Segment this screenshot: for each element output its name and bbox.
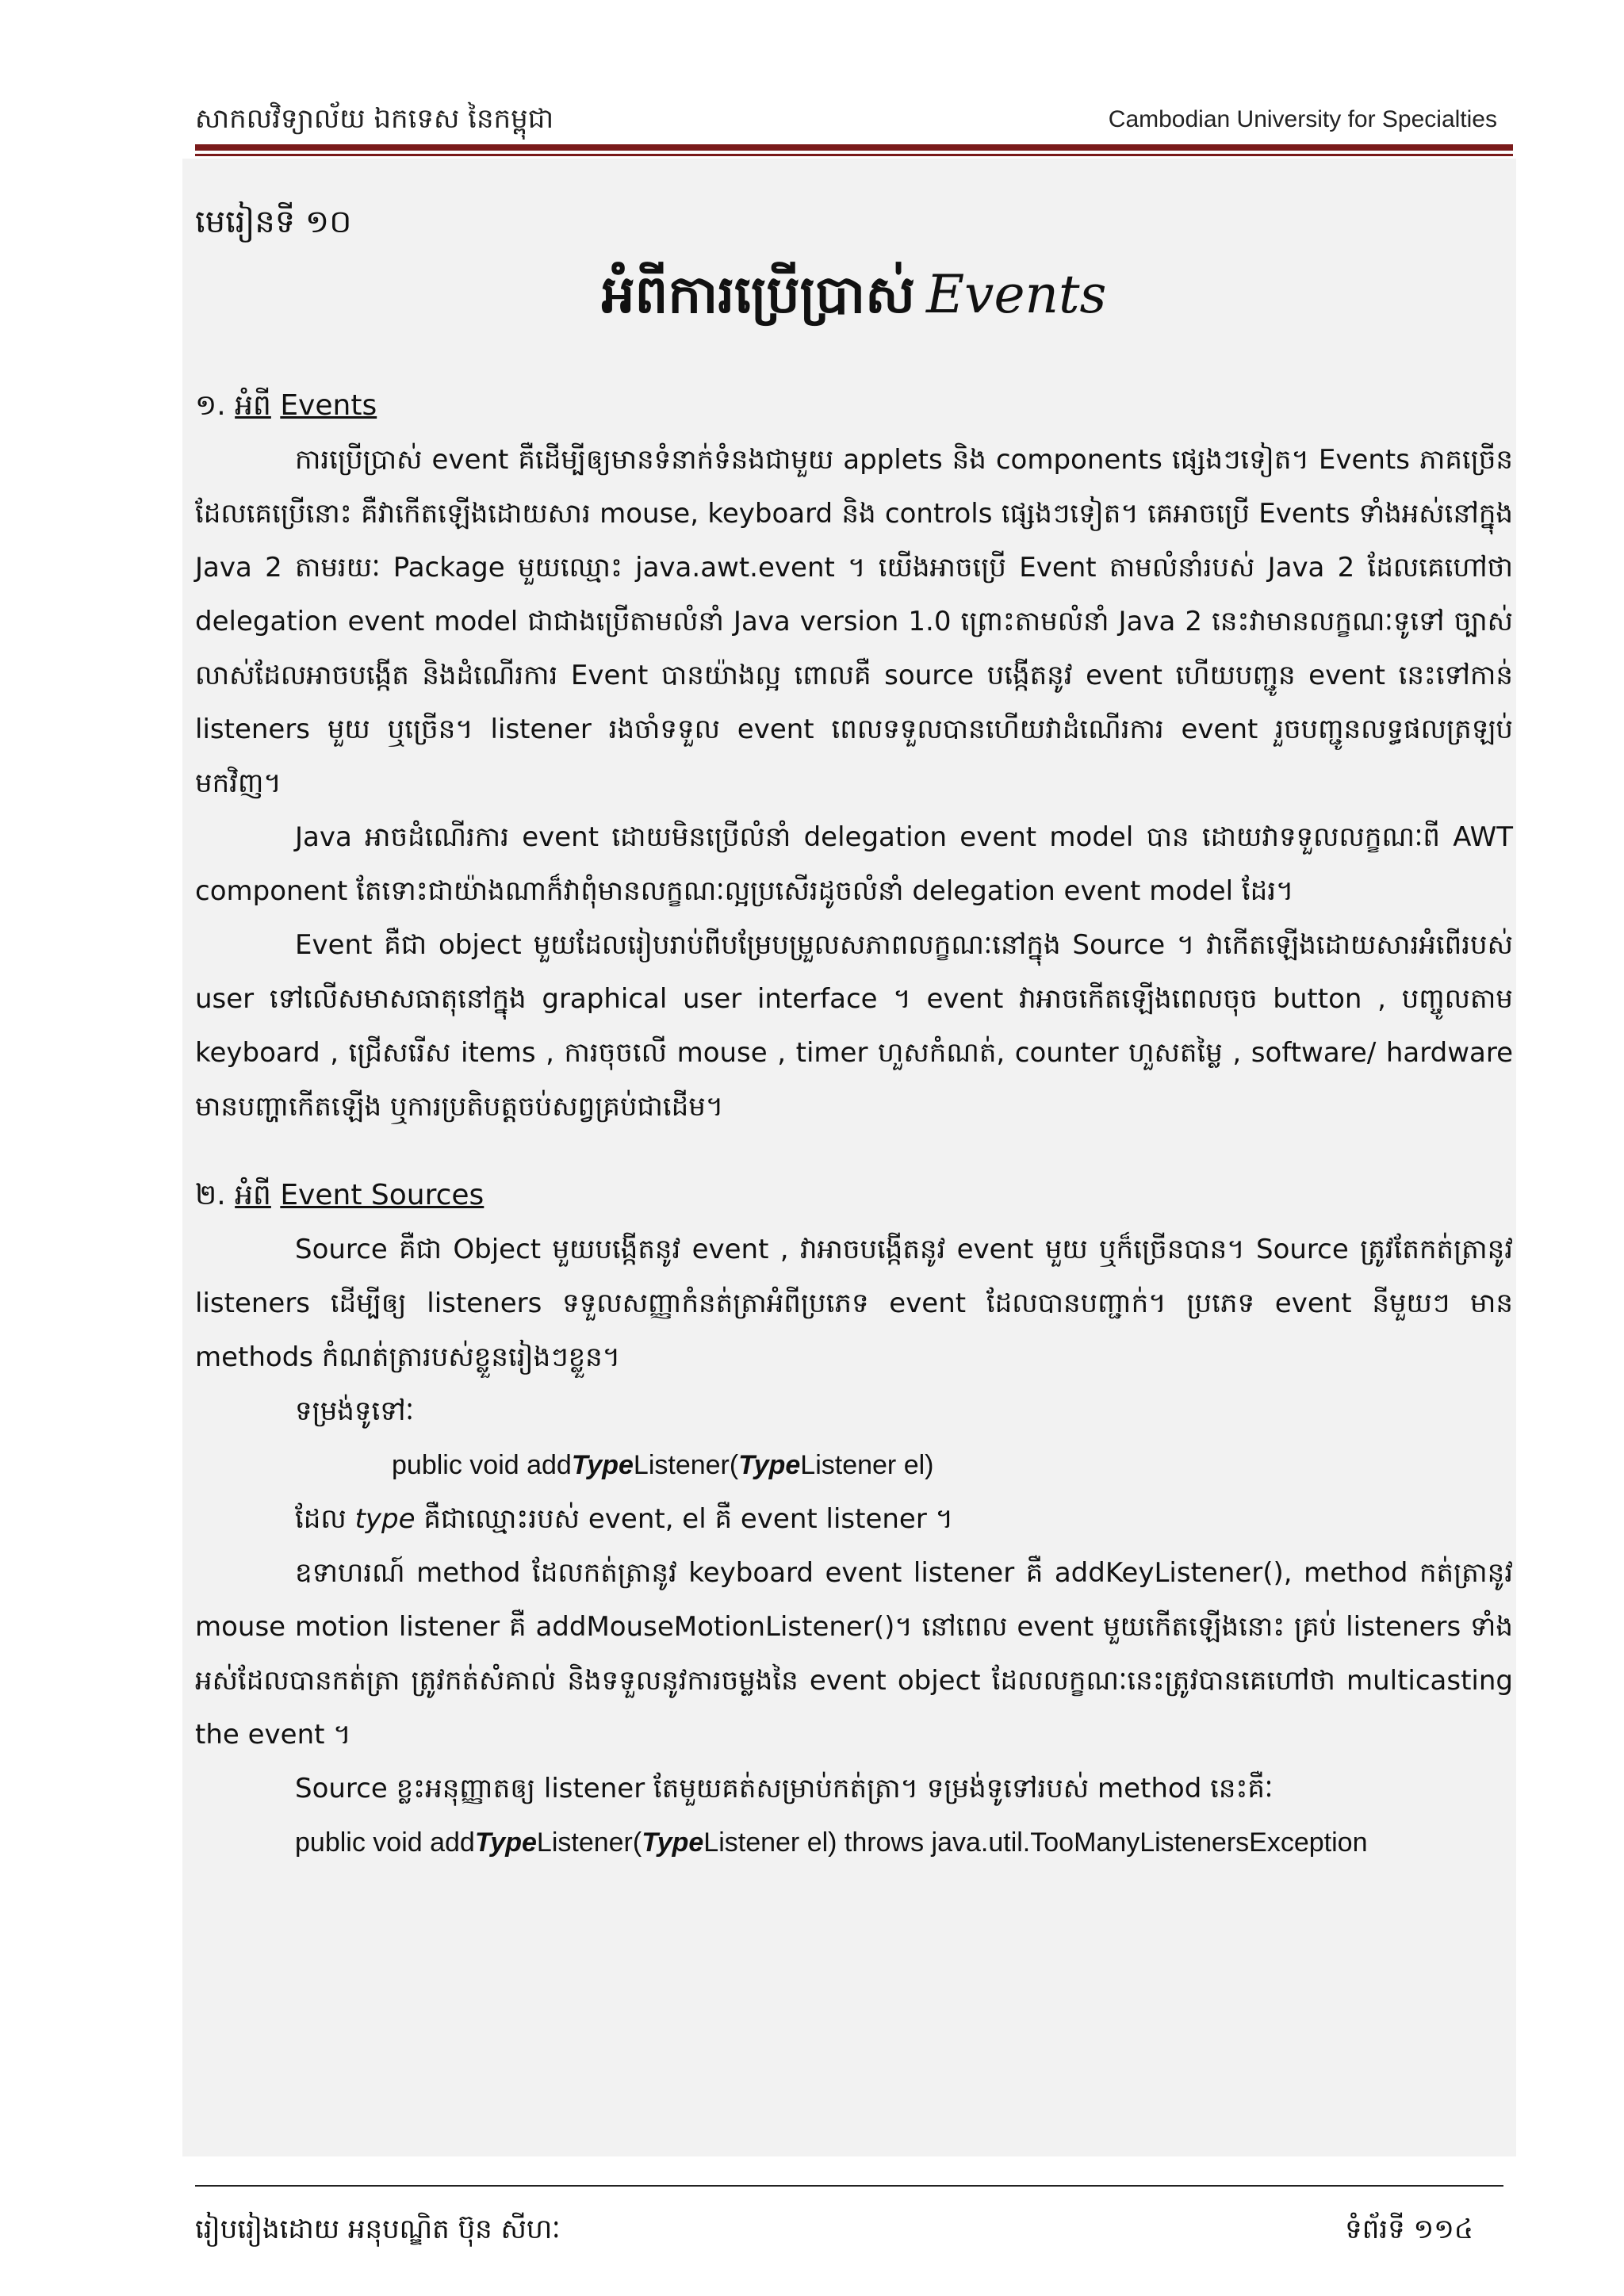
title-khmer: អំពីការប្រើប្រាស់ [601, 264, 915, 325]
section-1-heading-en: Events [280, 389, 377, 422]
lesson-label: មេរៀនទី ១០ [195, 204, 352, 240]
section-2-paragraph-1: Source គឺជា Object មួយបង្កើតនូវ event , វាអាចបង្កើតនូវ event មួយ ឬក៏ច្រើនបាន។ Source ត្រូវតែកត់ត្រានូវ listeners ដើម្បីឲ្យ listeners ទទួលសញ្ញាកំនត់ត្រាអំពីប្រភេទ event ដែលបានបញ្ជាក់។ ប្រភេទ event នីមួយៗ មាន methods កំណត់ត្រារបស់ខ្លួនរៀងៗខ្លួន។ [195, 1234, 1513, 1373]
section-1-paragraph-1: ការប្រើប្រាស់ event គឺដើម្បីឲ្យមានទំនាក់ទំនងជាមួយ applets និង components ផ្សេងៗទៀត។ Events ភាគច្រើនដែលគេប្រើនោះ គឺវាកើតឡើងដោយសារ mouse, keyboard និង controls ផ្សេងៗទៀត។ គេអាចប្រើ Events ទាំងអស់នៅក្នុង Java 2 តាមរយៈ Package មួយឈ្មោះ java.awt.event ។ យើងអាចប្រើ Event តាមលំនាំរបស់ Java 2 ដែលគេហៅថា delegation event model ជាជាងប្រើតាមលំនាំ Java version 1.0 ព្រោះតាមលំនាំ Java 2 នេះវាមានលក្ខណៈទូទៅ ច្បាស់លាស់ដែលអាចបង្កើត និងដំណើរការ Event បានយ៉ាងល្អ ពោលគឺ source បង្កើតនូវ event ហើយបញ្ជូន event នេះទៅកាន់ listeners មួយ ឬច្រើន។ listener រងចាំទទួល event ពេលទទួលបានហើយវាដំណើរការ event រួចបញ្ជូនលទ្ធផលត្រឡប់មកវិញ។ [195, 444, 1513, 799]
section-2-paragraph-2: ឧទាហរណ៍ method ដែលកត់ត្រានូវ keyboard event listener គឺ addKeyListener(), method កត់ត្រានូវ mouse motion listener គឺ addMouseMotionListener()។ នៅពេល event មួយកើតឡើងនោះ គ្រប់ listeners ទាំងអស់ដែលបានកត់ត្រា ត្រូវកត់សំគាល់ និងទទួលនូវការចម្លងនៃ event object ដែលលក្ខណៈនេះត្រូវបានគេហៅថា multicasting the event ។ [195, 1557, 1513, 1751]
code-1-part-b: Type [571, 1450, 634, 1480]
footer-page-number: ទំព័រទី ១១៤ [1345, 2214, 1473, 2245]
section-1-paragraph-3: Event គឺជា object មួយដែលរៀបរាប់ពីបម្រែបម្រួលសភាពលក្ខណៈនៅក្នុង Source ។ វាកើតឡើងដោយសារអំពើរបស់ user ទៅលើសមាសធាតុនៅក្នុង graphical user interface ។ event វាអាចកើតឡើងពេលចុច button , បញ្ចូលតាម keyboard , ជ្រើសរើស items , ការចុចលើ mouse , timer ហួសកំណត់, counter ហួសតម្លៃ , software/ hardware មានបញ្ហាកើតឡើង ឬការប្រតិបត្តចប់សព្វគ្រប់ជាដើម។ [195, 929, 1513, 1123]
type-explanation-line [295, 1492, 1513, 1546]
code-1-part-e: Listener el) [800, 1450, 934, 1480]
header-university-en: Cambodian University for Specialties [1108, 106, 1497, 132]
page-title [195, 255, 1513, 335]
section-2-number: ២. [195, 1179, 226, 1211]
section-2-heading-kh: អំពី [235, 1179, 271, 1211]
code-2-part-e: Listener el) throws java.util.TooManyListenersException [703, 1827, 1368, 1858]
footer-author: រៀបរៀងដោយ អនុបណ្ឌិត ប៊ុន សីហៈ [195, 2214, 561, 2245]
header-rule-thick [195, 144, 1513, 151]
code-1-part-a: public void add [392, 1450, 572, 1480]
code-signature-1 [392, 1438, 1513, 1492]
code-2-part-c: Listener( [536, 1827, 642, 1858]
code-2-part-a: public void add [295, 1827, 475, 1858]
document-body [195, 198, 1513, 1869]
title-english: Events [925, 264, 1107, 325]
code-2-part-b: Type [474, 1827, 537, 1858]
section-spacer [195, 1134, 1513, 1169]
code-1-part-d: Type [738, 1450, 801, 1480]
section-2-heading [195, 1169, 1513, 1223]
section-1-paragraph-2: Java អាចដំណើរការ event ដោយមិនប្រើលំនាំ delegation event model បាន ដោយវាទទួលលក្ខណៈពី AWT component តែទោះជាយ៉ាងណាក៏វាពុំមានលក្ខណៈល្អប្រសើរដូចលំនាំ delegation event model ដែរ។ [195, 821, 1513, 907]
where-part-c: គឺជាឈ្មោះរបស់ event, el គឺ event listener ។ [415, 1503, 954, 1535]
header-university-kh: សាកលវិទ្យាល័យ ឯកទេស នៃកម្ពុជា [195, 103, 554, 135]
section-1-heading-kh: អំពី [235, 389, 271, 422]
section-1-number: ១. [195, 389, 226, 422]
header-rule-thin [195, 154, 1513, 156]
code-1-part-c: Listener( [633, 1450, 739, 1480]
section-2-heading-en: Event Sources [280, 1179, 485, 1211]
general-form-label: ទម្រង់ទូទៅៈ [295, 1395, 414, 1427]
where-part-a: ដែល [295, 1503, 355, 1535]
code-2-part-d: Type [642, 1827, 704, 1858]
where-part-b: type [354, 1503, 416, 1535]
code-signature-2 [295, 1816, 1513, 1869]
section-1-heading [195, 379, 1513, 433]
section-2-paragraph-3: Source ខ្លះអនុញ្ញាតឲ្យ listener តែមួយគត់សម្រាប់កត់ត្រា។ ទម្រង់ទូទៅរបស់ method នេះគឺៈ [295, 1773, 1274, 1804]
footer-rule [195, 2185, 1503, 2187]
